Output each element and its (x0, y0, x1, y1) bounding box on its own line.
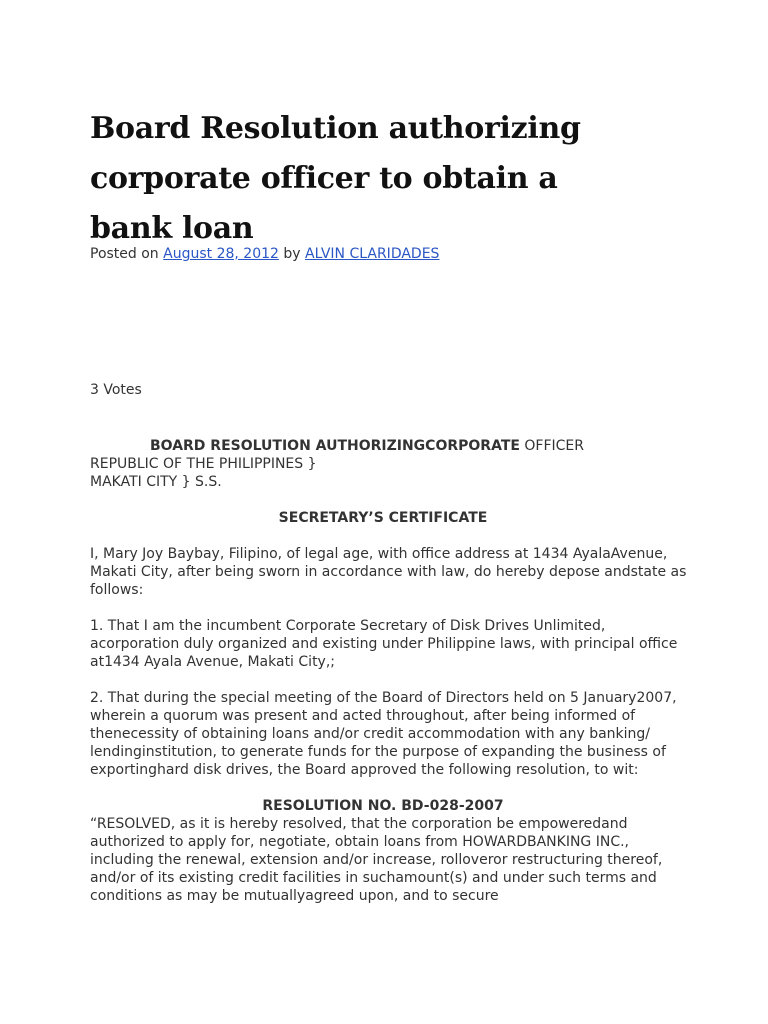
venue-line-2: MAKATI CITY } S.S. (90, 474, 222, 490)
byline (90, 244, 439, 264)
intro-paragraph: I, Mary Joy Baybay, Filipino, of legal age, with office address at 1434 AyalaAvenue, Makati City, after being sworn in accordance with law, do hereby depose andstate as follows: (90, 546, 687, 598)
post-date-link[interactable]: August 28, 2012 (163, 246, 279, 262)
document-heading-bold: BOARD RESOLUTION AUTHORIZINGCORPORATE (150, 438, 520, 454)
certificate-title: SECRETARY’S CERTIFICATE (278, 510, 488, 526)
posted-on-label: Posted on (90, 246, 159, 262)
author-link[interactable]: ALVIN CLARIDADES (305, 246, 440, 262)
venue-line-1: REPUBLIC OF THE PHILIPPINES } (90, 456, 317, 472)
point-1-paragraph: 1. That I am the incumbent Corporate Secretary of Disk Drives Unlimited, acorporation duly organized and existing under Philippine laws, with principal office at1434 Ayala Avenue, Makati City,; (90, 618, 678, 670)
document-heading-rest: OFFICER (524, 438, 584, 454)
resolution-title: RESOLUTION NO. BD-028-2007 (262, 798, 504, 814)
resolution-paragraph: “RESOLVED, as it is hereby resolved, that the corporation be empoweredand authorized to apply for, negotiate, obtain loans from HOWARDBANKING INC., including the renewal, extension and/or increase, rolloveror restructuring thereof, and/or of its existing credit facilities in suchamount(s) and under such terms and conditions as may be mutuallyagreed upon, and to secure (90, 816, 663, 904)
votes-count: 3 Votes (90, 382, 142, 398)
document-heading (90, 437, 690, 455)
by-label: by (283, 246, 301, 262)
document-body (90, 437, 690, 905)
article-title: Board Resolution authorizing corporate officer to obtain a bank loan (90, 111, 581, 246)
point-2-paragraph: 2. That during the special meeting of the Board of Directors held on 5 January2007, wherein a quorum was present and acted throughout, after being informed of thenecessity of obtaining loans and/or credit accommodation with any banking/ lendinginstitution, to generate funds for the purpose of expanding the business of exportinghard disk drives, the Board approved the following resolution, to wit: (90, 690, 677, 778)
